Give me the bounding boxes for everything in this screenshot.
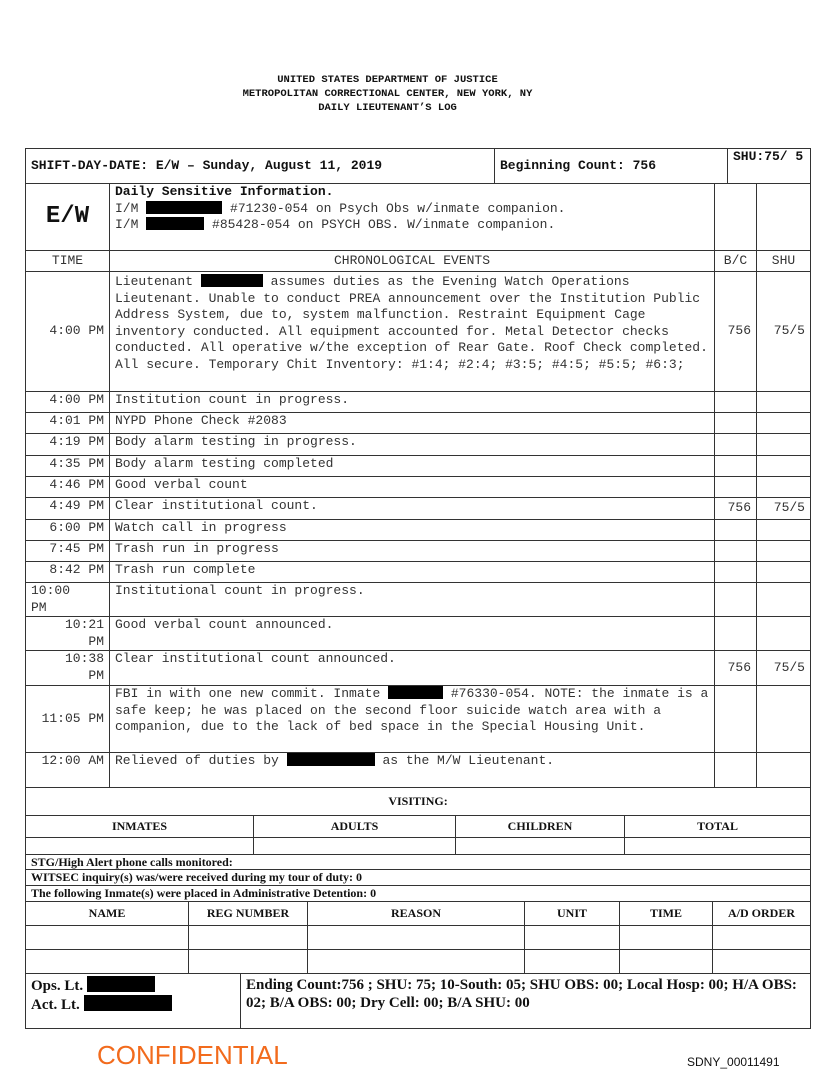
- col-events: CHRONOLOGICAL EVENTS: [110, 251, 715, 272]
- entry-shu: 75/5: [757, 498, 811, 520]
- col-bc: B/C: [715, 251, 757, 272]
- header-line-3: DAILY LIEUTENANT’S LOG: [318, 102, 457, 114]
- entry-bc: [715, 583, 757, 617]
- admin-col: UNIT: [525, 902, 620, 926]
- ending-count: Ending Count:756 ; SHU: 75; 10-South: 05; SHU OBS: 00; Local Hosp: 00; H/A OBS: 02; B/A OBS: 00; Dry Cell: 00; B/A SHU: 00: [241, 974, 811, 1029]
- table-row: [26, 498, 811, 520]
- act-lt-label: Act. Lt.: [31, 997, 80, 1013]
- document-header: [0, 73, 775, 115]
- entry-time: 10:21 PM: [26, 617, 110, 651]
- entry-event: Clear institutional count.: [110, 498, 715, 520]
- visiting-col: TOTAL: [625, 816, 811, 838]
- redaction: [146, 201, 222, 214]
- entry-bc: [715, 520, 757, 541]
- shift-code: E/W: [26, 184, 110, 251]
- stg-note: STG/High Alert phone calls monitored:: [26, 855, 811, 870]
- table-row: [26, 434, 811, 456]
- entry-event: Institution count in progress.: [110, 392, 715, 413]
- event-text: Lieutenant: [115, 274, 194, 289]
- entry-bc: [715, 617, 757, 651]
- entry-event: Trash run complete: [110, 562, 715, 583]
- table-row: [26, 617, 811, 651]
- visiting-col: ADULTS: [254, 816, 456, 838]
- table-row: [26, 520, 811, 541]
- entry-time: 4:35 PM: [26, 456, 110, 477]
- entry-event: NYPD Phone Check #2083: [110, 413, 715, 434]
- event-text: FBI in with one new commit. Inmate: [115, 686, 381, 701]
- redaction: [388, 686, 443, 699]
- entry-bc: [715, 456, 757, 477]
- entry-bc: 756: [715, 498, 757, 520]
- shu-count: SHU:75/ 5: [728, 149, 811, 184]
- entry-shu: [757, 617, 811, 651]
- header-line-2: METROPOLITAN CORRECTIONAL CENTER, NEW YORK, NY: [242, 88, 533, 100]
- entry-time: 4:00 PM: [26, 392, 110, 413]
- entry-shu: [757, 583, 811, 617]
- entry-event: Trash run in progress: [110, 541, 715, 562]
- entry-shu: 75/5: [757, 651, 811, 686]
- redaction: [87, 976, 155, 992]
- entry-event: Good verbal count: [110, 477, 715, 498]
- entry-time: 10:38 PM: [26, 651, 110, 686]
- entry-event: Institutional count in progress.: [110, 583, 715, 617]
- entry-event: Body alarm testing completed: [110, 456, 715, 477]
- admin-detention-note: The following Inmate(s) were placed in Administrative Detention: 0: [26, 886, 811, 902]
- entry-event: [110, 686, 715, 753]
- event-text: Lieutenant. Unable to conduct PREA announcement over the Institution Public Address System, due to, system malfunction. Restraint Equipment Cage inventory conducted. All equipment accounted for. Metal Detector checks conducted. All operative w/the exception of Rear Gate. Roof Check completed. All secure. Temporary Chit Inventory: #1:4; #2:4; #3:5; #4:5; #5:5; #6:3;: [115, 290, 708, 372]
- entry-shu: [757, 541, 811, 562]
- entry-event: Good verbal count announced.: [110, 617, 715, 651]
- col-time: TIME: [26, 251, 110, 272]
- entry-event: Watch call in progress: [110, 520, 715, 541]
- sensitive-info: [110, 184, 715, 251]
- table-row: [26, 477, 811, 498]
- bates-number: SDNY_00011491: [687, 1055, 780, 1069]
- footer-table: [25, 973, 811, 1029]
- admin-col: NAME: [26, 902, 189, 926]
- table-row: [26, 651, 811, 686]
- entry-time: 4:01 PM: [26, 413, 110, 434]
- entry-event: [110, 272, 715, 392]
- event-text: as the M/W Lieutenant.: [382, 753, 555, 768]
- entry-time: 11:05 PM: [26, 686, 110, 753]
- entry-event: Clear institutional count announced.: [110, 651, 715, 686]
- table-row: [26, 456, 811, 477]
- table-row: [26, 392, 811, 413]
- entry-shu: [757, 520, 811, 541]
- beginning-count: Beginning Count: 756: [495, 149, 728, 184]
- entry-time: 12:00 AM: [26, 753, 110, 788]
- event-text: #76330-054. NOTE: the inmate is a safe keep; he was placed on the second floor suicide watch area with a companion, due to the lack of bed space in the Special Housing Unit.: [115, 686, 709, 734]
- table-row: [26, 753, 811, 788]
- sensitive-line: #85428-054 on PSYCH OBS. W/inmate companion.: [212, 217, 556, 232]
- redaction: [146, 217, 204, 230]
- table-row: [26, 413, 811, 434]
- table-row: [26, 272, 811, 392]
- redaction: [84, 995, 172, 1011]
- event-text: assumes duties as the Evening Watch Operations: [270, 274, 630, 289]
- lieutenants: [26, 974, 241, 1029]
- entry-bc: [715, 392, 757, 413]
- admin-detention-table: [25, 901, 811, 974]
- confidential-stamp: CONFIDENTIAL: [97, 1040, 288, 1070]
- entry-bc: [715, 413, 757, 434]
- shift-header-table: [25, 148, 811, 184]
- entry-time: 10:00 PM: [26, 583, 110, 617]
- table-row: [26, 541, 811, 562]
- redaction: [287, 753, 375, 766]
- ops-lt-label: Ops. Lt.: [31, 978, 84, 994]
- entry-event: Body alarm testing in progress.: [110, 434, 715, 456]
- table-row: [26, 562, 811, 583]
- events-table: [25, 183, 811, 788]
- sensitive-line: #71230-054 on Psych Obs w/inmate companion.: [230, 200, 566, 216]
- entry-shu: [757, 562, 811, 583]
- entry-time: 6:00 PM: [26, 520, 110, 541]
- shift-day-date: SHIFT-DAY-DATE: E/W – Sunday, August 11, 2019: [26, 149, 495, 184]
- im-label: I/M: [115, 217, 139, 232]
- header-line-1: UNITED STATES DEPARTMENT OF JUSTICE: [277, 74, 498, 86]
- entry-bc: 756: [715, 272, 757, 392]
- entry-time: 4:00 PM: [26, 272, 110, 392]
- visiting-table: [25, 787, 811, 902]
- entry-shu: [757, 456, 811, 477]
- entry-shu: [757, 477, 811, 498]
- admin-col: REASON: [308, 902, 525, 926]
- witsec-note: WITSEC inquiry(s) was/were received during my tour of duty: 0: [26, 870, 811, 886]
- admin-col: REG NUMBER: [189, 902, 308, 926]
- entry-shu: [757, 392, 811, 413]
- visiting-col: INMATES: [26, 816, 254, 838]
- sensitive-title: Daily Sensitive Information.: [115, 184, 334, 199]
- table-row: [26, 686, 811, 753]
- redaction: [201, 274, 263, 287]
- visiting-title: VISITING:: [26, 788, 811, 816]
- entry-shu: [757, 434, 811, 456]
- visiting-col: CHILDREN: [456, 816, 625, 838]
- entry-bc: [715, 541, 757, 562]
- col-shu: SHU: [757, 251, 811, 272]
- entry-time: 8:42 PM: [26, 562, 110, 583]
- entry-time: 4:46 PM: [26, 477, 110, 498]
- entry-shu: 75/5: [757, 272, 811, 392]
- entry-bc: [715, 434, 757, 456]
- entry-shu: [757, 413, 811, 434]
- entry-time: 4:49 PM: [26, 498, 110, 520]
- table-row: [26, 583, 811, 617]
- entry-bc: 756: [715, 651, 757, 686]
- entry-time: 7:45 PM: [26, 541, 110, 562]
- admin-col: A/D ORDER: [713, 902, 811, 926]
- entry-time: 4:19 PM: [26, 434, 110, 456]
- entry-event: [110, 753, 715, 788]
- entry-bc: [715, 477, 757, 498]
- im-label: I/M: [115, 200, 139, 216]
- admin-col: TIME: [620, 902, 713, 926]
- entry-bc: [715, 562, 757, 583]
- event-text: Relieved of duties by: [115, 753, 279, 768]
